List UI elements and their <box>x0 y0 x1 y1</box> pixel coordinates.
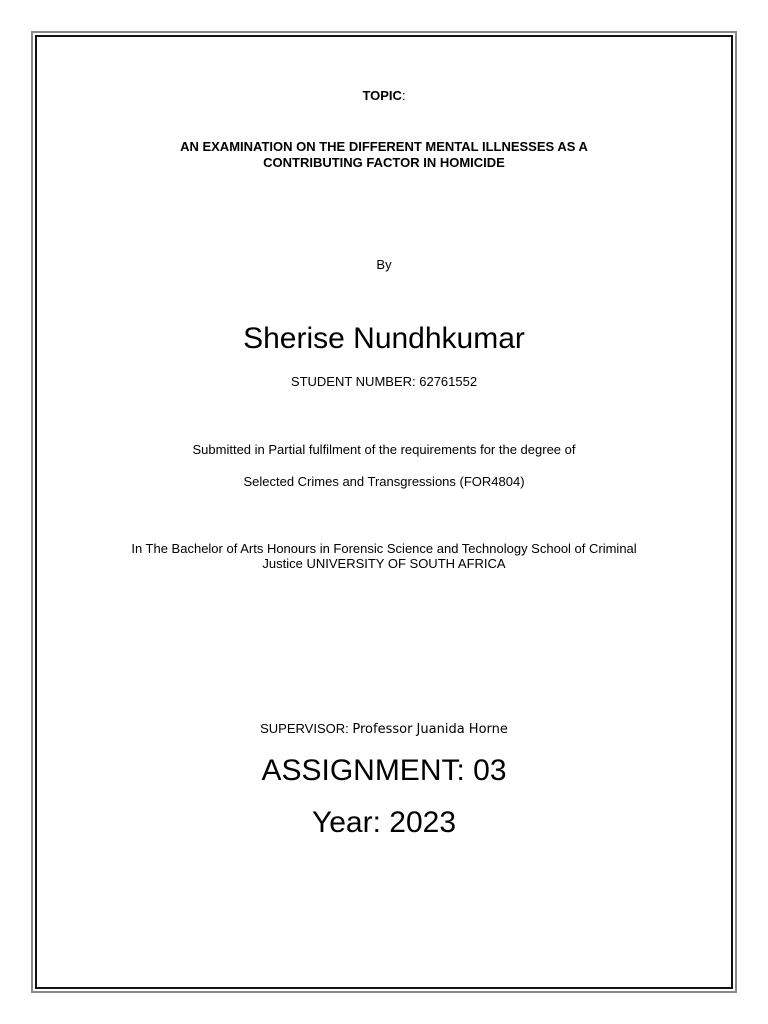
author-name: Sherise Nundhkumar <box>243 322 525 355</box>
programme-line-1: In The Bachelor of Arts Honours in Forensic Science and Technology School of Criminal <box>131 541 637 556</box>
programme-line-2: Justice UNIVERSITY OF SOUTH AFRICA <box>262 556 506 571</box>
submission-statement: Submitted in Partial fulfilment of the requirements for the degree of <box>192 442 576 457</box>
topic-label: TOPIC: <box>362 88 406 103</box>
course-name: Selected Crimes and Transgressions (FOR4804) <box>243 474 525 489</box>
title-line-1: AN EXAMINATION ON THE DIFFERENT MENTAL ILLNESSES AS A <box>180 139 588 154</box>
programme-statement <box>40 541 728 571</box>
page-border-inner <box>35 35 733 989</box>
student-number: STUDENT NUMBER: 62761552 <box>290 374 478 389</box>
supervisor <box>40 721 728 737</box>
year: Year: 2023 <box>311 806 457 839</box>
assignment-number: ASSIGNMENT: 03 <box>261 754 507 787</box>
title-line-2: CONTRIBUTING FACTOR IN HOMICIDE <box>263 155 505 170</box>
document-title <box>40 139 728 171</box>
supervisor-name: Professor Juanida Horne <box>352 722 508 737</box>
supervisor-label: SUPERVISOR: <box>260 721 349 736</box>
by-label: By <box>376 257 392 272</box>
